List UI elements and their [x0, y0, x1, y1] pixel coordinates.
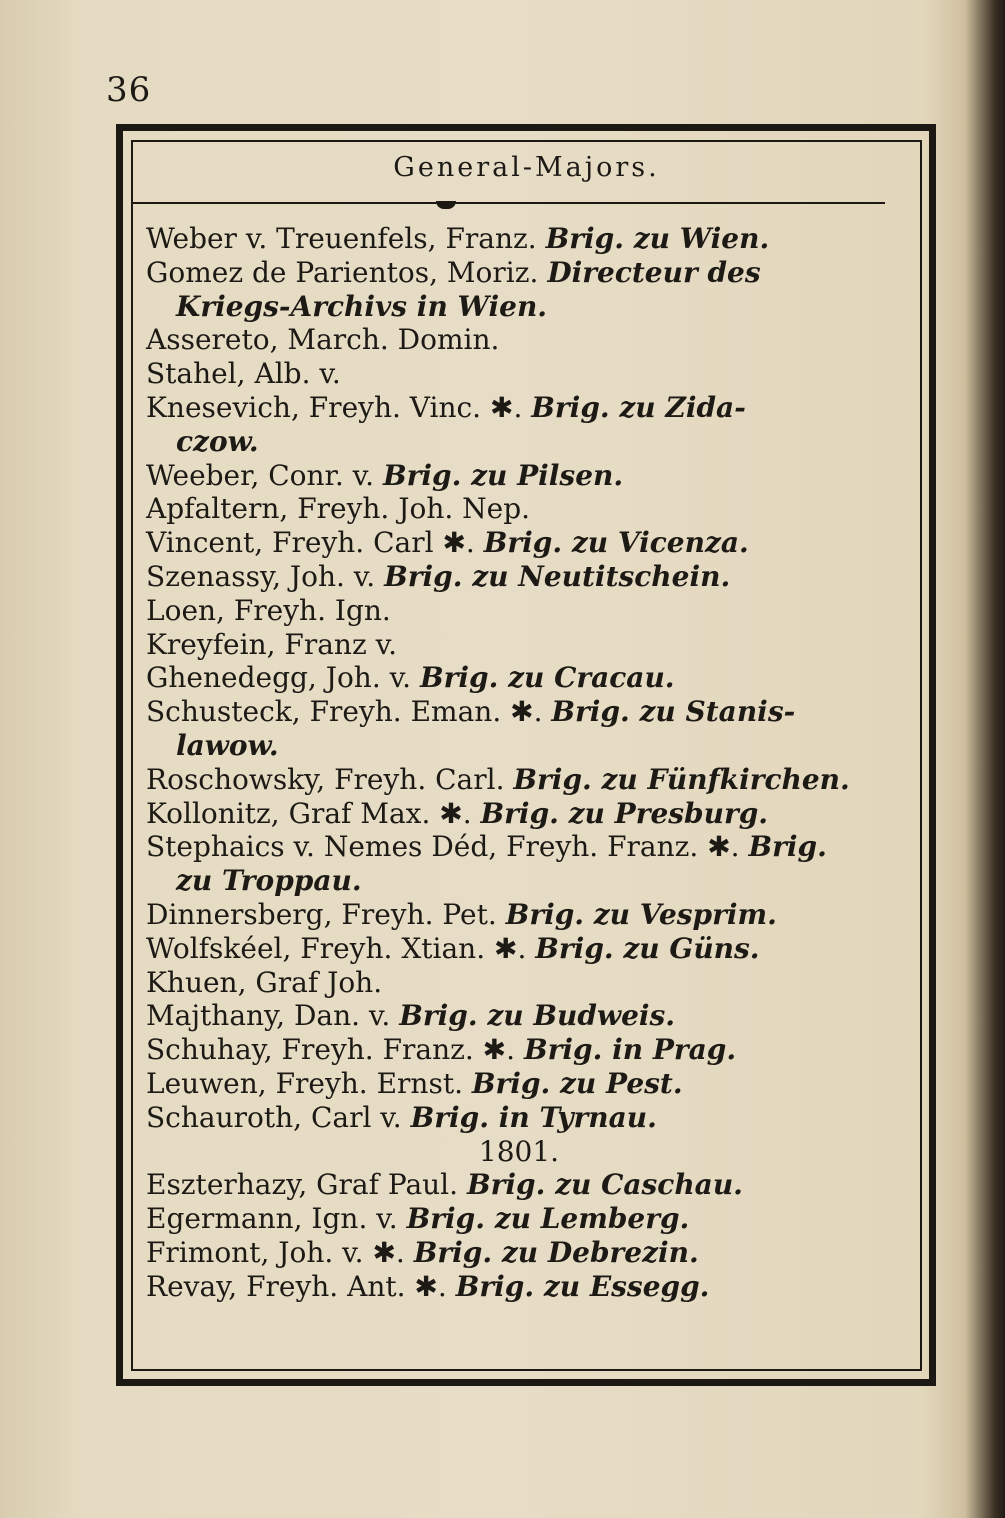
list-item-continuation: zu Troppau. [176, 864, 362, 898]
list-item-continuation: czow. [176, 424, 259, 458]
list-item: Roschowsky, Freyh. Carl. Brig. zu Fünfkirchen. [146, 762, 850, 796]
list-item: Stephaics v. Nemes Déd, Freyh. Franz. ✱. Brig. [146, 830, 827, 864]
heading-rule [133, 202, 885, 204]
list-item: Weber v. Treuenfels, Franz. Brig. zu Wien. [146, 222, 770, 255]
list-item: Frimont, Joh. v. ✱. Brig. zu Debrezin. [146, 1235, 699, 1269]
list-item: Schauroth, Carl v. Brig. in Tyrnau. [146, 1100, 657, 1134]
year-heading: 1801. [478, 1134, 560, 1168]
list-item: Dinnersberg, Freyh. Pet. Brig. zu Vesprim. [146, 897, 777, 931]
list-item: Revay, Freyh. Ant. ✱. Brig. zu Essegg. [146, 1269, 710, 1303]
list-item: Stahel, Alb. v. [146, 357, 341, 391]
list-item: Wolfskéel, Freyh. Xtian. ✱. Brig. zu Güns. [146, 931, 760, 965]
list-item: Egermann, Ign. v. Brig. zu Lemberg. [146, 1202, 690, 1236]
list-item: Apfaltern, Freyh. Joh. Nep. [146, 492, 531, 526]
list-item: Kreyfein, Franz v. [146, 627, 398, 661]
list-item: Vincent, Freyh. Carl ✱. Brig. zu Vicenza. [146, 526, 749, 560]
list-item: Szenassy, Joh. v. Brig. zu Neutitschein. [146, 559, 731, 593]
list-item-continuation: lawow. [176, 728, 279, 762]
section-heading: General-Majors. [393, 152, 660, 183]
list-item: Eszterhazy, Graf Paul. Brig. zu Caschau. [146, 1168, 743, 1202]
list-item: Assereto, March. Domin. [146, 323, 500, 357]
list-item: Knesevich, Freyh. Vinc. ✱. Brig. zu Zida- [146, 390, 746, 424]
list-item: Gomez de Parientos, Moriz. Directeur des [146, 255, 761, 289]
list-item: Schusteck, Freyh. Eman. ✱. Brig. zu Stanis- [146, 695, 796, 729]
list-item-continuation: Kriegs-Archivs in Wien. [176, 289, 548, 323]
list-item: Schuhay, Freyh. Franz. ✱. Brig. in Prag. [146, 1033, 737, 1067]
list-item: Ghenedegg, Joh. v. Brig. zu Cracau. [146, 661, 675, 695]
page-number: 36 [106, 70, 152, 110]
list-item: Leuwen, Freyh. Ernst. Brig. zu Pest. [146, 1066, 683, 1100]
entry-list [146, 222, 892, 1304]
list-item: Majthany, Dan. v. Brig. zu Budweis. [146, 999, 676, 1033]
list-item: Loen, Freyh. Ign. [146, 593, 391, 627]
list-item: Kollonitz, Graf Max. ✱. Brig. zu Presburg. [146, 796, 769, 830]
list-item: Khuen, Graf Joh. [146, 965, 383, 999]
list-item: Weeber, Conr. v. Brig. zu Pilsen. [146, 458, 624, 492]
